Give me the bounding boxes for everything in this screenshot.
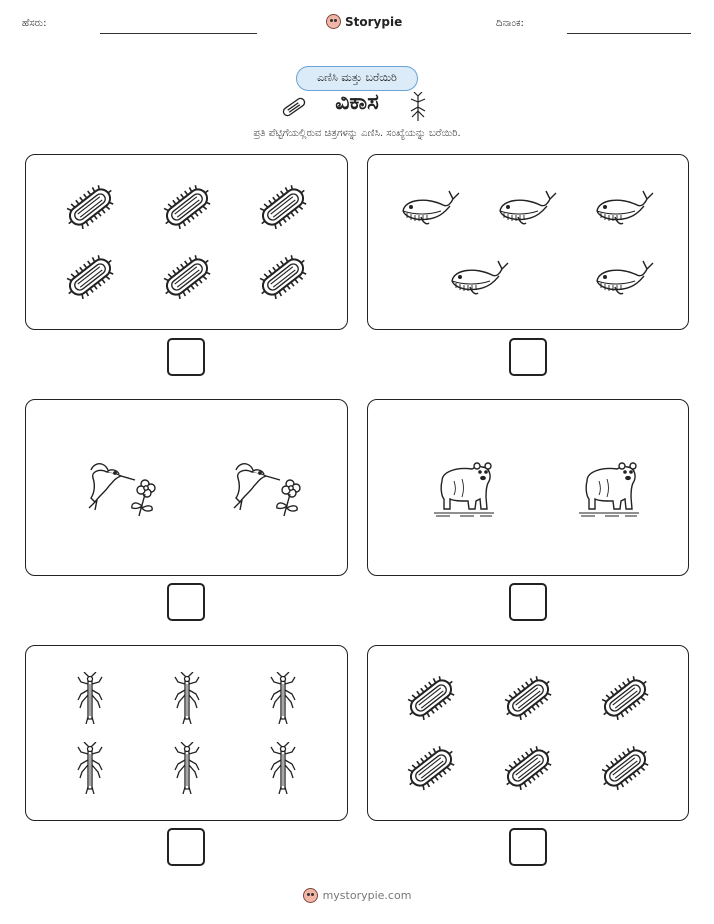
stick-insect-icon (75, 672, 105, 724)
stick-insect-icon (172, 742, 202, 794)
bacteria-icon (598, 741, 652, 795)
bacteria-picture (598, 741, 652, 799)
brand-logo (326, 14, 402, 29)
stick-insect-icon (408, 92, 428, 124)
hummingbird-with-flower-picture (230, 458, 304, 522)
worksheet-badge: ಎಣಿಸಿ ಮತ್ತು ಬರೆಯಿರಿ (296, 66, 418, 91)
date-label: ದಿನಾಂಕ: (496, 18, 524, 29)
stick-insect-picture (268, 672, 298, 728)
whale-icon (401, 185, 461, 229)
footer (0, 888, 714, 903)
bacteria-picture (160, 180, 214, 238)
stick-insect-picture (75, 742, 105, 798)
instruction-text: ಪ್ರತಿ ಪೆಟ್ಟಿಗೆಯಲ್ಲಿರುವ ಚಿತ್ರಗಳನ್ನು ಎಣಿಸಿ. ಸಂಖ್ಯೆಯನ್ನು ಬರೆಯಿರಿ. (253, 128, 461, 139)
bacteria-icon (160, 180, 214, 234)
polar-bear-picture (430, 457, 498, 523)
answer-box-1[interactable] (167, 338, 205, 376)
hummingbird-with-flower-picture (85, 458, 159, 522)
answer-box-5[interactable] (167, 828, 205, 866)
whale-icon (498, 185, 558, 229)
polar-bear-icon (430, 457, 498, 519)
whale-picture (595, 255, 655, 303)
bacteria-picture (256, 250, 310, 308)
bacteria-picture (160, 250, 214, 308)
polar-bear-picture (575, 457, 643, 523)
stick-insect-icon (268, 742, 298, 794)
bacteria-icon (63, 250, 117, 304)
polar-bear-icon (575, 457, 643, 519)
whale-picture (401, 185, 461, 233)
bacteria-icon (501, 671, 555, 725)
bacteria-picture (256, 180, 310, 238)
whale-icon (595, 185, 655, 229)
answer-box-6[interactable] (509, 828, 547, 866)
whale-icon (450, 255, 510, 299)
bacteria-picture (598, 671, 652, 729)
bacteria-icon (501, 741, 555, 795)
whale-picture (595, 185, 655, 233)
bacteria-picture (404, 741, 458, 799)
bacteria-icon (404, 671, 458, 725)
stick-insect-icon (268, 672, 298, 724)
bacteria-picture (501, 671, 555, 729)
name-label: ಹೆಸರು: (22, 18, 47, 29)
whale-picture (498, 185, 558, 233)
bacteria-icon (256, 250, 310, 304)
bear-face-icon (303, 888, 318, 903)
bear-face-icon (326, 14, 341, 29)
bacteria-icon (404, 741, 458, 795)
stick-insect-icon (172, 672, 202, 724)
stick-insect-icon (75, 742, 105, 794)
hummingbird-with-flower-icon (230, 458, 304, 518)
brand-name: Storypie (345, 14, 403, 29)
whale-picture (450, 255, 510, 303)
stick-insect-picture (172, 672, 202, 728)
bacteria-picture (63, 180, 117, 238)
page-title: ವಿಕಾಸ (335, 90, 379, 115)
stick-insect-picture (172, 742, 202, 798)
bacteria-icon (598, 671, 652, 725)
bacteria-icon (160, 250, 214, 304)
bacteria-picture (501, 741, 555, 799)
stick-insect-picture (75, 672, 105, 728)
bacteria-picture (63, 250, 117, 308)
whale-icon (595, 255, 655, 299)
name-field-line[interactable] (100, 33, 257, 34)
bacteria-picture (404, 671, 458, 729)
answer-box-4[interactable] (509, 583, 547, 621)
bacteria-icon (256, 180, 310, 234)
footer-site: mystorypie.com (322, 889, 412, 902)
answer-box-3[interactable] (167, 583, 205, 621)
bacteria-icon (63, 180, 117, 234)
date-field-line[interactable] (567, 33, 691, 34)
hummingbird-with-flower-icon (85, 458, 159, 518)
stick-insect-picture (268, 742, 298, 798)
answer-box-2[interactable] (509, 338, 547, 376)
counting-box-2 (367, 154, 689, 330)
